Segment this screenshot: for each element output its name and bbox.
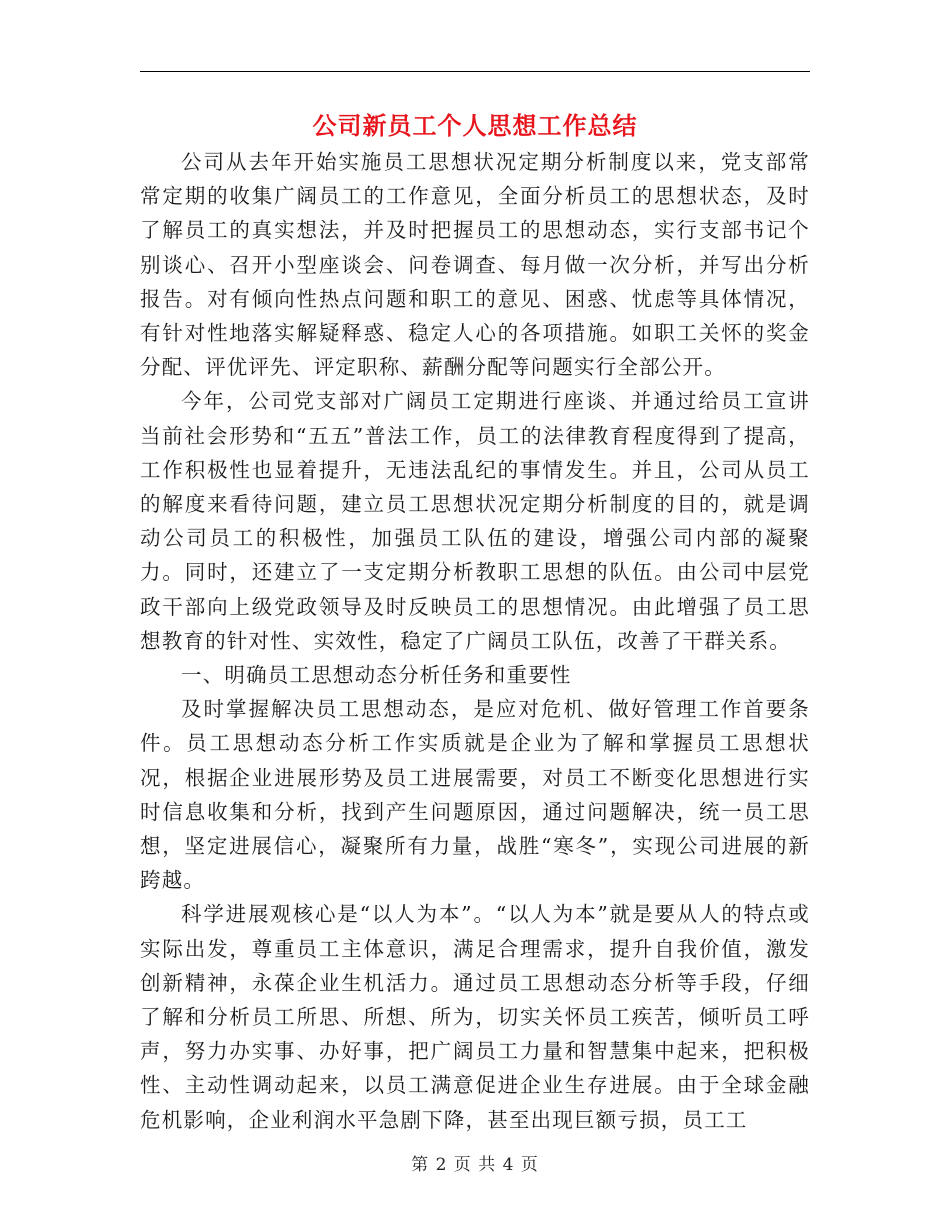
document-title: 公司新员工个人思想工作总结 <box>312 111 638 140</box>
page-footer: 第 2 页 共 4 页 <box>411 1155 539 1175</box>
paragraph-2: 今年，公司党支部对广阔员工定期进行座谈、并通过给员工宣讲当前社会形势和“五五”普法工作，员工的法律教育程度得到了提高，工作积极性也显着提升，无违法乱纪的事情发生。并且，公司从员工的解度来看待问题，建立员工思想状况定期分析制度的目的，就是调动公司员工的积极性，加强员工队伍的建设，增强公司内部的凝聚力。同时，还建立了一支定期分析教职工思想的队伍。由公司中层党政干部向上级党政领导及时反映员工的思想情况。由此增强了员工思想教育的针对性、实效性，稳定了广阔员工队伍，改善了干群关系。 <box>140 389 810 653</box>
paragraph-4: 科学进展观核心是“以人为本”。“以人为本”就是要从人的特点或实际出发，尊重员工主体意识，满足合理需求，提升自我价值，激发创新精神，永葆企业生机活力。通过员工思想动态分析等手段，仔细了解和分析员工所思、所想、所为，切实关怀员工疾苦，倾听员工呼声，努力办实事、办好事，把广阔员工力量和智慧集中起来，把积极性、主动性调动起来，以员工满意促进企业生存进展。由于全球金融危机影响，企业利润水平急剧下降，甚至出现巨额亏损，员工工 <box>140 902 810 1132</box>
paragraph-1: 公司从去年开始实施员工思想状况定期分析制度以来，党支部常常定期的收集广阔员工的工作意见，全面分析员工的思想状态，及时了解员工的真实想法，并及时把握员工的思想动态，实行支部书记个别谈心、召开小型座谈会、问卷调查、每月做一次分析，并写出分析报告。对有倾向性热点问题和职工的意见、困惑、忧虑等具体情况，有针对性地落实解疑释惑、稳定人心的各项措施。如职工关怀的奖金分配、评优评先、评定职称、薪酬分配等问题实行全部公开。 <box>140 150 810 380</box>
document-body <box>140 145 810 1137</box>
paragraph-3: 及时掌握解决员工思想动态，是应对危机、做好管理工作首要条件。员工思想动态分析工作实质就是企业为了解和掌握员工思想状况，根据企业进展形势及员工进展需要，对员工不断变化思想进行实时信息收集和分析，找到产生问题原因，通过问题解决，统一员工思想，坚定进展信心，凝聚所有力量，战胜“寒冬”，实现公司进展的新跨越。 <box>140 697 810 893</box>
header-rule <box>140 71 810 72</box>
section-heading-1: 一、明确员工思想动态分析任务和重要性 <box>181 663 572 688</box>
